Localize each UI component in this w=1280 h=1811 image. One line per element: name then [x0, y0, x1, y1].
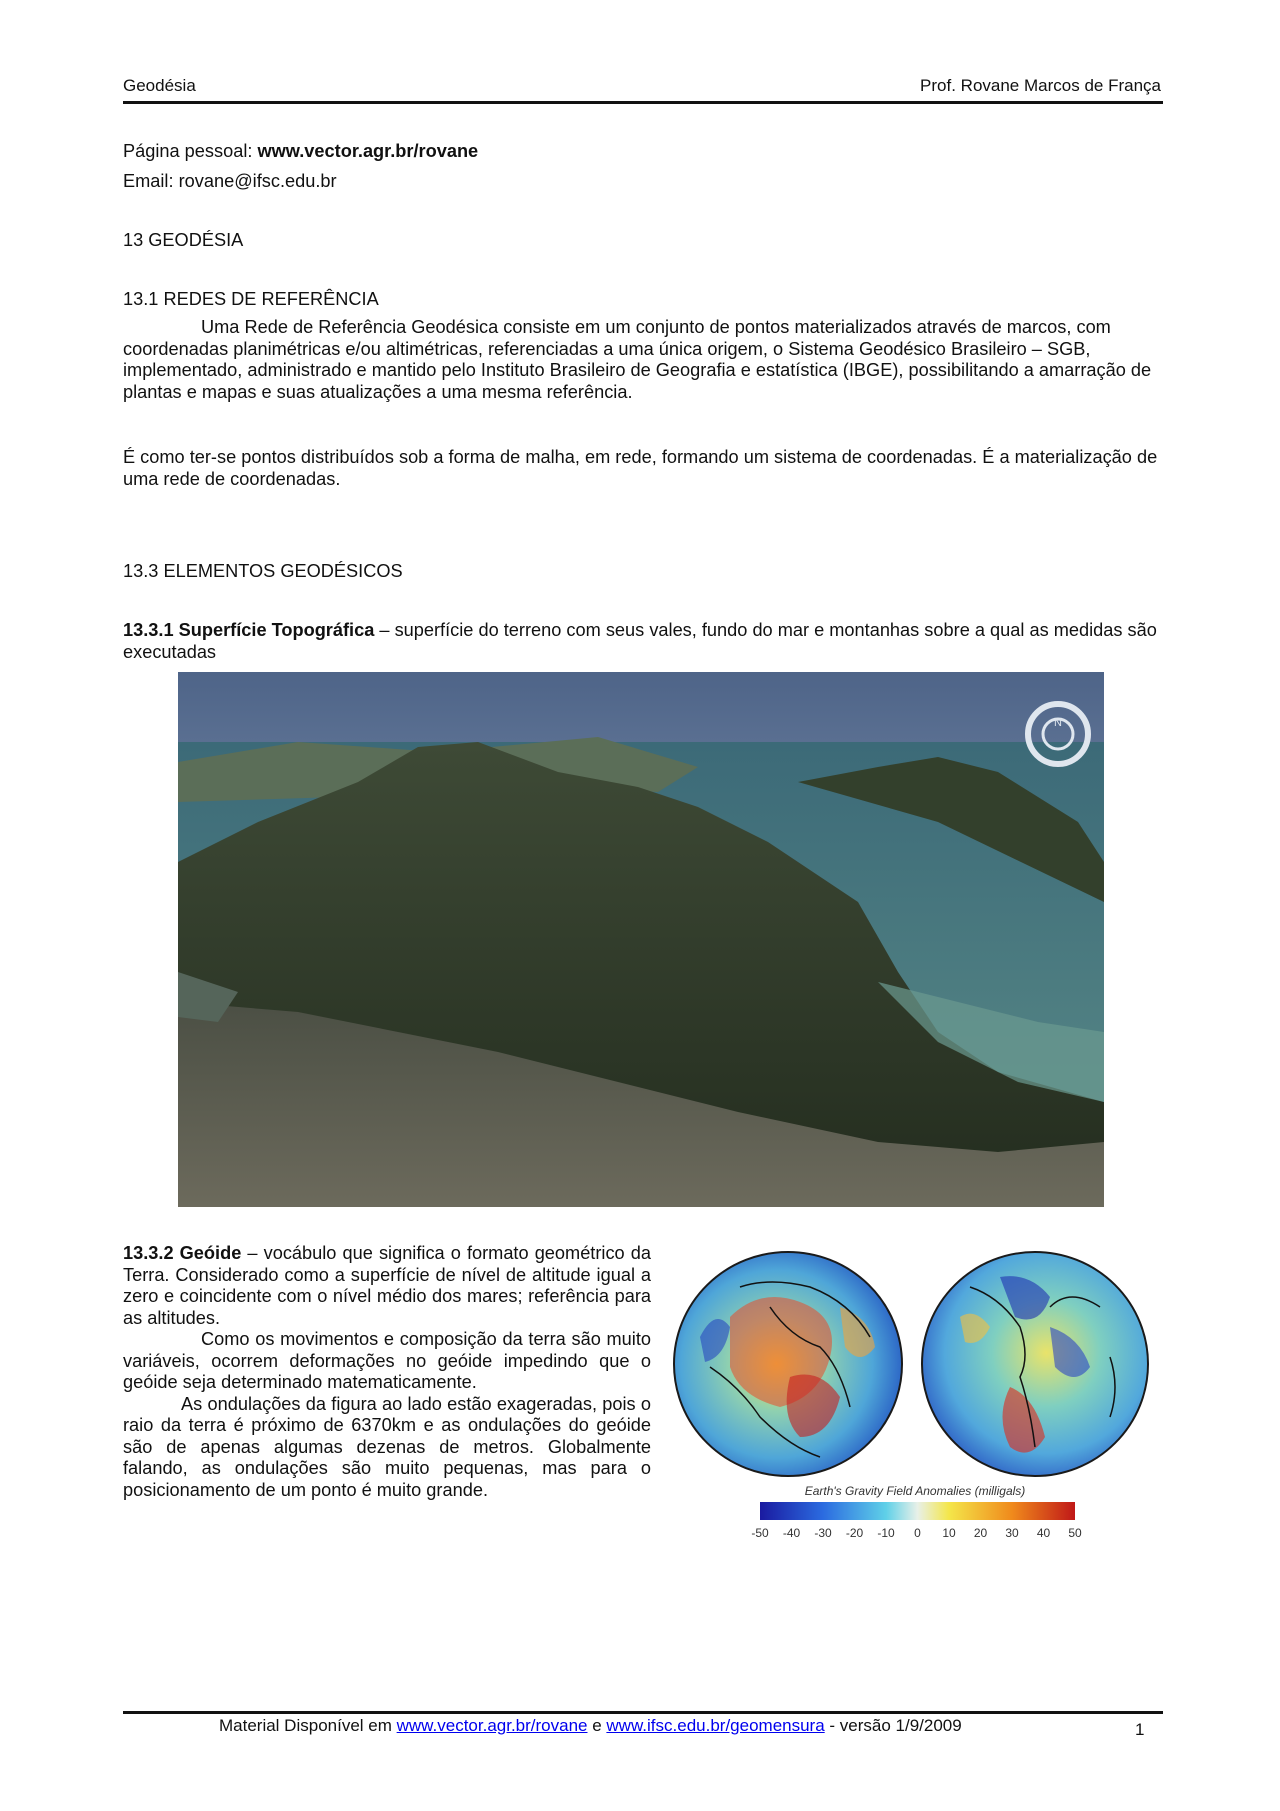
footer-middle: e [587, 1716, 607, 1735]
scale-tick-label: -50 [751, 1526, 769, 1540]
personal-page-line [123, 141, 1158, 163]
footer-suffix: - versão 1/9/2009 [824, 1716, 962, 1735]
footer-text [219, 1716, 962, 1736]
scale-tick-label: 10 [942, 1526, 956, 1540]
gravity-anomalies-figure [670, 1247, 1160, 1547]
color-scale-bar [760, 1502, 1075, 1520]
section-13-3-1-term: 13.3.1 Superfície Topográfica [123, 620, 375, 640]
globe-eastern-hemisphere [674, 1252, 902, 1476]
geoid-globes [670, 1247, 1160, 1547]
topographic-surface-photo [178, 672, 1104, 1207]
scale-tick-label: -30 [814, 1526, 832, 1540]
section-13-1-paragraph-1: Uma Rede de Referência Geodésica consiste em um conjunto de pontos materializados através de marcos, com coordenadas planimétricas e/ou altimétricas, referenciadas a uma única origem, o Sistema Geodésico Brasileiro – SGB, implementado, administrado e mantido pelo Instituto Brasileiro de Geografia e estatística (IBGE), possibilitando a amarração de plantas e mapas e suas atualizações a uma mesma referência. [123, 317, 1152, 402]
section-13-3-2-text: – vocábulo que significa o formato geométrico da Terra. Considerado como a superfície de nível de altitude igual a zero e coincidente com o nível médio dos mares; referência para as altitudes. [123, 1243, 651, 1328]
scale-tick-label: -20 [845, 1526, 864, 1540]
section-13-3-1-text: – superfície do terreno com seus vales, fundo do mar e montanhas sobre a qual as medidas são executadas [123, 620, 1157, 662]
section-13-3-2-paragraph-2: Como os movimentos e composição da terra são muito variáveis, ocorrem deformações no geóide impedindo que o geóide seja determinado matematicamente. [123, 1329, 651, 1392]
footer-divider [123, 1711, 1163, 1714]
footer-prefix: Material Disponível em [219, 1716, 397, 1735]
personal-page-url: www.vector.agr.br/rovane [257, 141, 479, 161]
scale-tick-label: -10 [877, 1526, 895, 1540]
chapter-title: 13 GEODÉSIA [123, 230, 244, 250]
header-left: Geodésia [123, 76, 196, 95]
terrain-illustration [178, 672, 1104, 1207]
section-13-3-2-paragraph-3: As ondulações da figura ao lado estão exageradas, pois o raio da terra é próximo de 6370km e as ondulações do geóide são de apenas algumas dezenas de metros. Globalmente falando, as ondulações são muito pequenas, mas para o posicionamento de um ponto é muito grande. [123, 1393, 651, 1500]
scale-tick-label: 50 [1068, 1526, 1082, 1540]
footer-link-vector[interactable]: www.vector.agr.br/rovane [396, 1716, 588, 1735]
section-13-3-1-paragraph [123, 620, 1158, 663]
scale-tick-label: 40 [1036, 1526, 1051, 1540]
svg-text:N: N [1054, 717, 1062, 729]
footer-link-ifsc[interactable]: www.ifsc.edu.br/geomensura [606, 1716, 825, 1735]
scale-tick-label: 0 [914, 1526, 921, 1540]
header-divider [123, 101, 1163, 104]
header-right: Prof. Rovane Marcos de França [920, 76, 1161, 95]
email-line: Email: rovane@ifsc.edu.br [123, 171, 337, 191]
legend-title: Earth's Gravity Field Anomalies (milligals) [804, 1484, 1026, 1498]
scale-tick-label: 20 [973, 1526, 988, 1540]
personal-page-label: Página pessoal: [123, 141, 258, 161]
scale-tick-label: -40 [782, 1526, 801, 1540]
section-13-3-2-term: 13.3.2 Geóide [123, 1243, 242, 1263]
section-13-3-2 [123, 1243, 651, 1501]
section-13-1-title: 13.1 REDES DE REFERÊNCIA [123, 289, 379, 309]
section-13-3-2-paragraph-1 [123, 1243, 651, 1329]
section-13-1-paragraph-2: É como ter-se pontos distribuídos sob a forma de malha, em rede, formando um sistema de coordenadas. É a materialização de uma rede de coordenadas. [123, 447, 1158, 489]
section-13-3-title: 13.3 ELEMENTOS GEODÉSICOS [123, 561, 403, 581]
scale-tick-label: 30 [1005, 1526, 1019, 1540]
page-number: 1 [1135, 1720, 1145, 1739]
scale-tick-labels [751, 1526, 1082, 1540]
globe-western-hemisphere [922, 1252, 1148, 1476]
